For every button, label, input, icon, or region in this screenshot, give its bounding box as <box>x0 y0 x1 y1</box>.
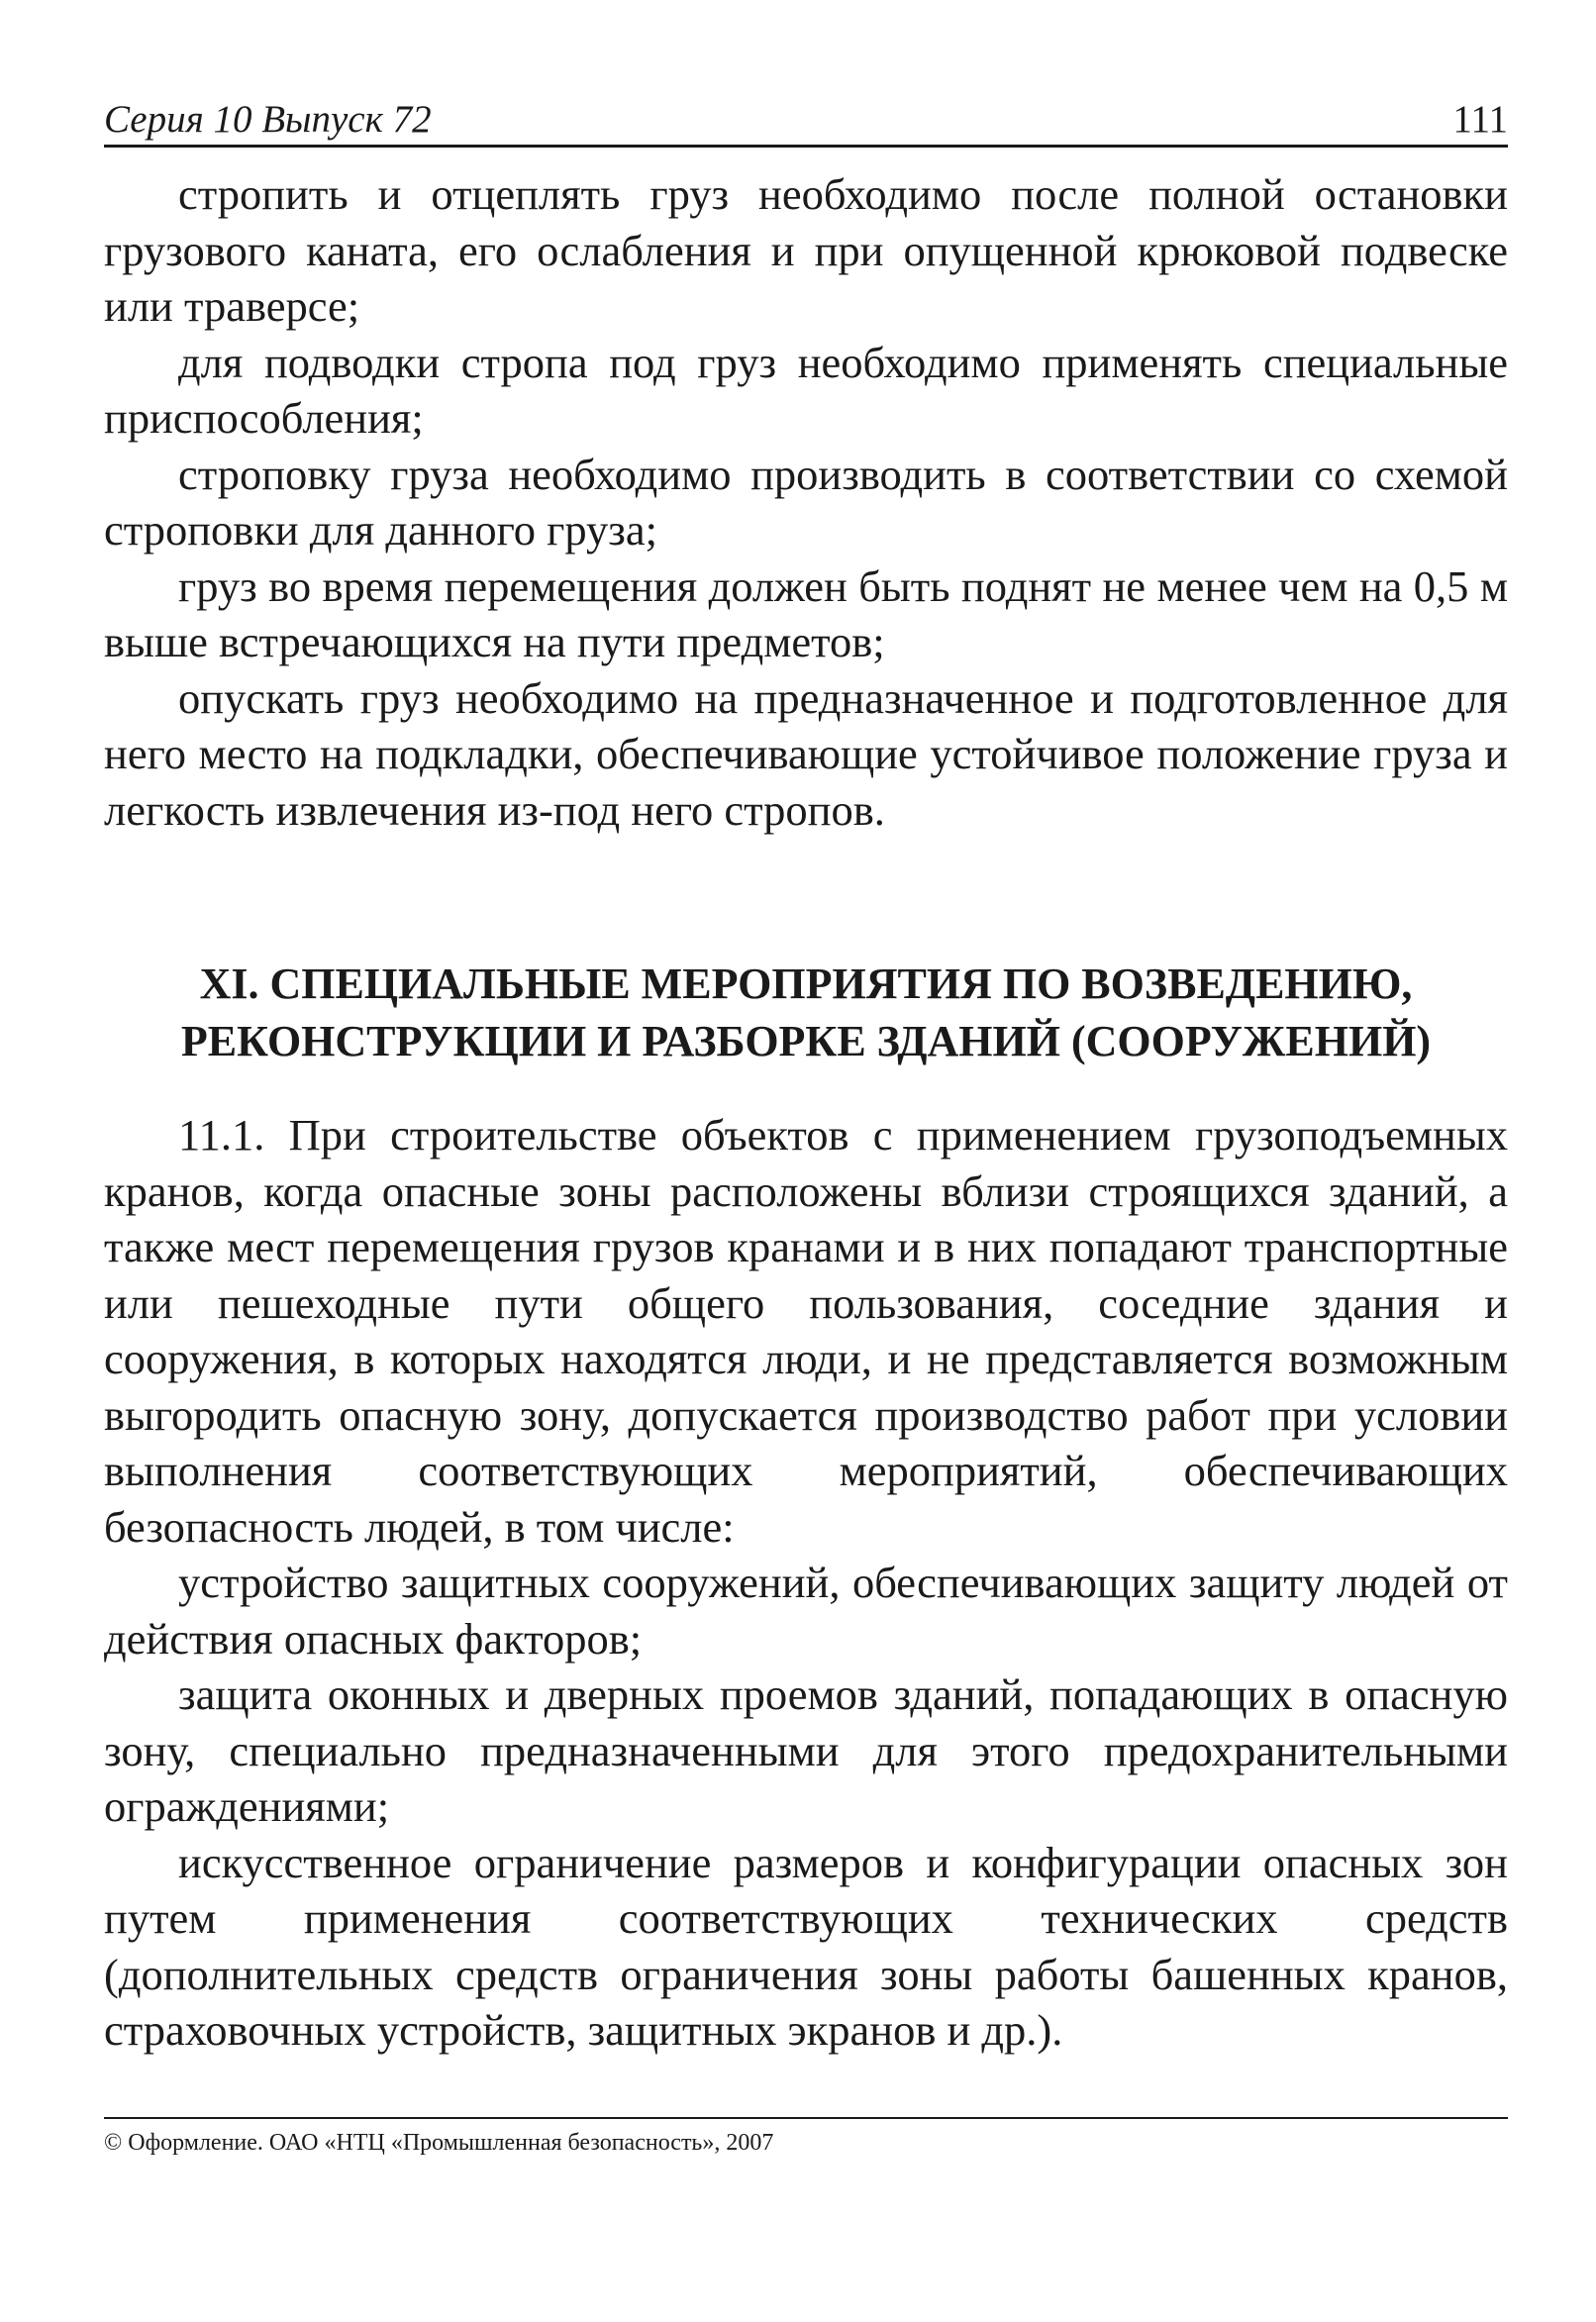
paragraph: стропить и отцеплять груз необходимо после полной остановки грузового каната, его ослабления и при опущенной крюковой подвеске или траверсе; <box>104 169 1508 331</box>
section-heading <box>104 956 1508 1070</box>
paragraph: искусственное ограничение размеров и конфигурации опасных зон путем применения соответствующих технических средств (дополнительных средств ограничения зоны работы башенных кранов, страховочных устройств, защитных экранов и др.). <box>104 1837 1508 2055</box>
footer-copyright: © Оформление. ОАО «НТЦ «Промышленная безопасность», 2007 <box>104 2130 774 2156</box>
body-section-b <box>104 1107 1508 2059</box>
paragraph: защита оконных и дверных проемов зданий, попадающих в опасную зону, специально предназначенными для этого предохранительными ограждениями; <box>104 1669 1508 1831</box>
paragraph: устройство защитных сооружений, обеспечивающих защиту людей от действия опасных факторов; <box>104 1558 1508 1664</box>
footer-divider <box>104 2117 1508 2119</box>
page-header <box>104 91 1508 148</box>
section-heading-line: XI. СПЕЦИАЛЬНЫЕ МЕРОПРИЯТИЯ ПО ВОЗВЕДЕНИЮ, <box>199 959 1413 1008</box>
paragraph: 11.1. При строительстве объектов с применением грузоподъемных кранов, когда опасные зоны расположены вблизи строящихся зданий, а также мест перемещения грузов кранами и в них попадают транспортные или пешеходные пути общего пользования, соседние здания и сооружения, в которых находятся люди, и не представляется возможным выгородить опасную зону, допускается производство работ при условии выполнения соответствующих мероприятий, обеспечивающих безопасность людей, в том числе: <box>104 1110 1508 1552</box>
page-number: 111 <box>1452 98 1508 141</box>
paragraph: строповку груза необходимо производить в соответствии со схемой строповки для данного груза; <box>104 449 1508 555</box>
paragraph: груз во время перемещения должен быть поднят не менее чем на 0,5 м выше встречающихся на пути предметов; <box>104 560 1508 666</box>
section-heading-line: РЕКОНСТРУКЦИИ И РАЗБОРКЕ ЗДАНИЙ (СООРУЖЕНИЙ) <box>180 1017 1432 1065</box>
paragraph: для подводки стропа под груз необходимо применять специальные приспособления; <box>104 337 1508 443</box>
body-section-a <box>104 166 1508 838</box>
running-title: Серия 10 Выпуск 72 <box>104 98 432 141</box>
paragraph: опускать груз необходимо на предназначенное и подготовленное для него место на подкладки, обеспечивающие устойчивое положение груза и легкость извлечения из-под него стропов. <box>104 672 1508 835</box>
